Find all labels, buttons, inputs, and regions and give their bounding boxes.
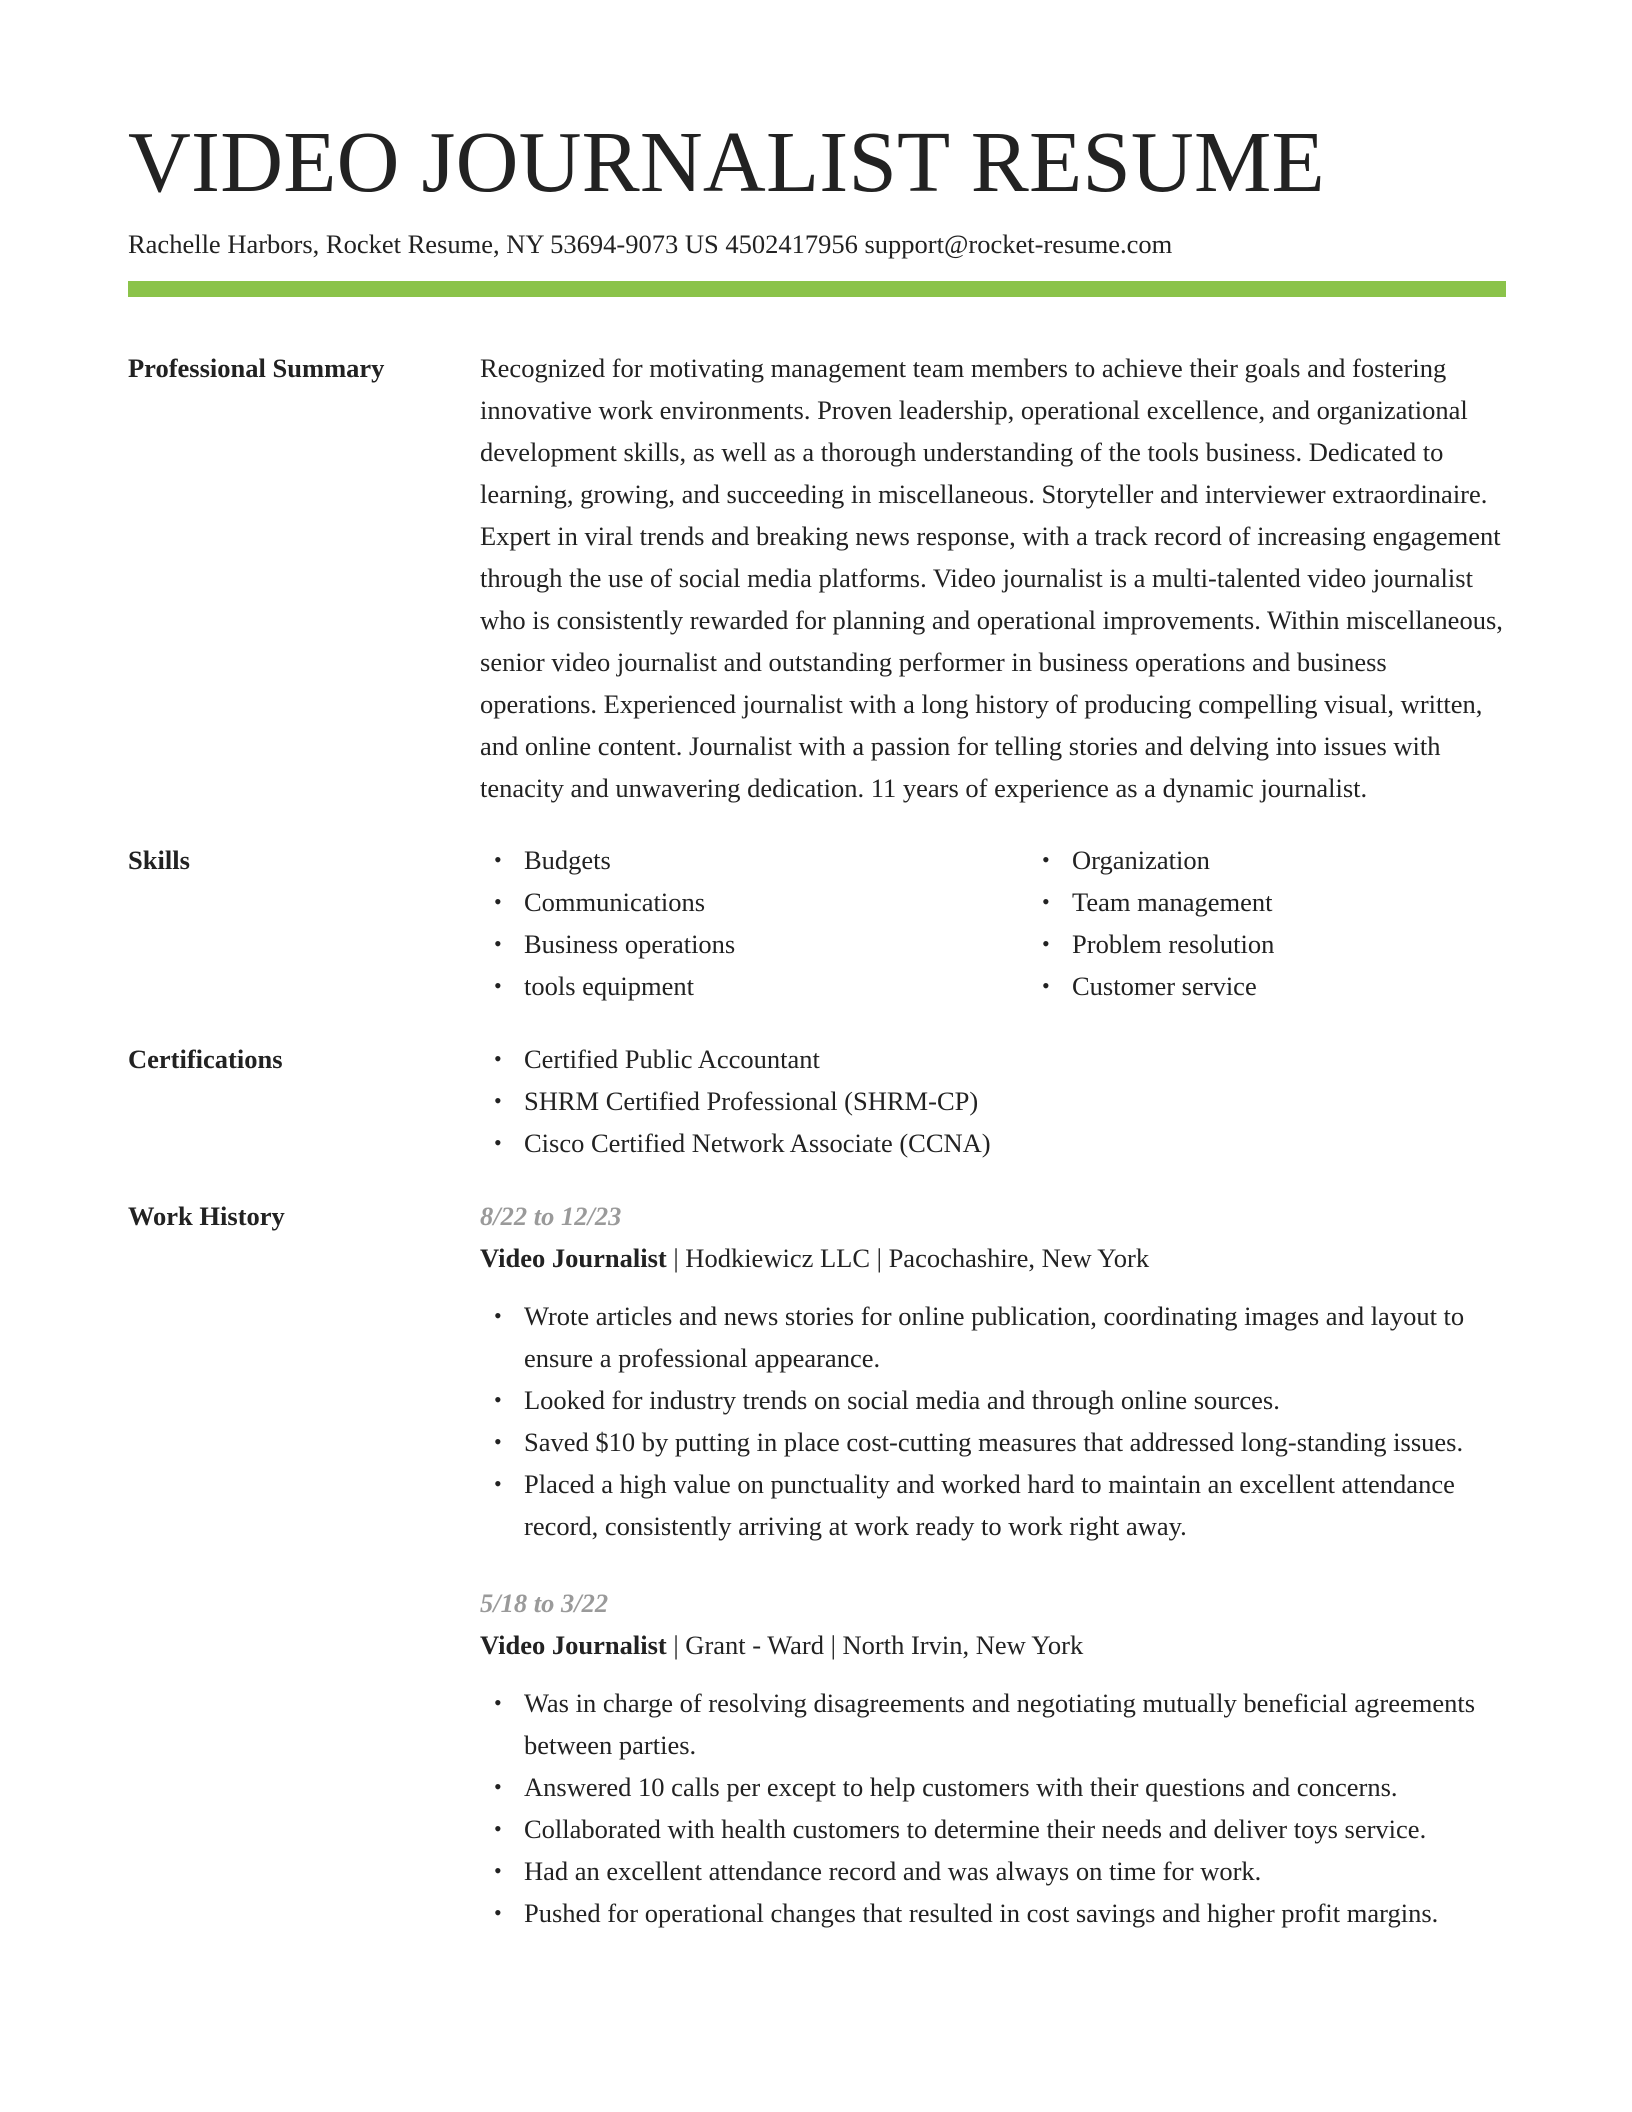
skill-item: • Team management bbox=[1042, 886, 1273, 917]
job-duty: • Had an excellent attendance record and was always on time for work. bbox=[494, 1855, 1262, 1886]
skill-item: • Business operations bbox=[494, 928, 736, 959]
certifications-list bbox=[480, 1038, 1506, 1164]
job-dates: 8/22 to 12/23 bbox=[480, 1200, 622, 1231]
job-duty: • Was in charge of resolving disagreements and negotiating mutually beneficial agreements between parties. bbox=[494, 1687, 1476, 1760]
skill-item: • Organization bbox=[1042, 844, 1210, 875]
job-duties-list bbox=[480, 1682, 1506, 1934]
skill-item: • Budgets bbox=[494, 844, 611, 875]
work-history-section bbox=[128, 1195, 1506, 1934]
certification-item: • Certified Public Accountant bbox=[494, 1043, 820, 1074]
header-divider bbox=[128, 281, 1506, 297]
job-entry bbox=[480, 1195, 1506, 1547]
skills-section bbox=[128, 839, 1506, 1007]
certification-item: • Cisco Certified Network Associate (CCNA) bbox=[494, 1127, 991, 1158]
job-title: Video Journalist bbox=[480, 1242, 667, 1273]
resume-title: VIDEO JOURNALIST RESUME bbox=[128, 113, 1325, 210]
job-duty: • Wrote articles and news stories for online publication, coordinating images and layout to ensure a professional appearance. bbox=[494, 1300, 1465, 1373]
job-dates: 5/18 to 3/22 bbox=[480, 1587, 609, 1618]
job-duty: • Looked for industry trends on social media and through online sources. bbox=[494, 1384, 1280, 1415]
skills-list-right bbox=[1028, 839, 1576, 1007]
skill-item: • tools equipment bbox=[494, 970, 695, 1001]
job-heading bbox=[480, 1624, 1506, 1666]
skill-item: • Customer service bbox=[1042, 970, 1257, 1001]
skill-item: • Problem resolution bbox=[1042, 928, 1275, 959]
skills-label: Skills bbox=[128, 844, 190, 875]
job-duty: • Pushed for operational changes that resulted in cost savings and higher profit margins. bbox=[494, 1897, 1439, 1928]
job-heading bbox=[480, 1237, 1506, 1279]
summary-text: Recognized for motivating management team members to achieve their goals and fostering innovative work environments. Proven leadership, operational excellence, and organizational development skills, as well as a thorough understanding of the tools business. Dedicated to learning, growing, and succeeding in miscellaneous. Storyteller and interviewer extraordinaire. Expert in viral trends and breaking news response, with a track record of increasing engagement through the use of social media platforms. Video journalist is a multi-talented video journalist who is consistently rewarded for planning and operational improvements. Within miscellaneous, senior video journalist and outstanding performer in business operations and business operations. Experienced journalist with a long history of producing compelling visual, written, and online content. Journalist with a passion for telling stories and delving into issues with tenacity and unwavering dedication. 11 years of experience as a dynamic journalist. bbox=[480, 352, 1503, 803]
summary-label: Professional Summary bbox=[128, 352, 385, 383]
contact-line: Rachelle Harbors, Rocket Resume, NY 53694-9073 US 4502417956 support@rocket-resume.com bbox=[128, 229, 1173, 259]
job-duty: • Collaborated with health customers to determine their needs and deliver toys service. bbox=[494, 1813, 1427, 1844]
certification-item: • SHRM Certified Professional (SHRM-CP) bbox=[494, 1085, 979, 1116]
job-duty: • Placed a high value on punctuality and worked hard to maintain an excellent attendance record, consistently arriving at work ready to work right away. bbox=[494, 1468, 1455, 1541]
skill-item: • Communications bbox=[494, 886, 706, 917]
job-details: | Hodkiewicz LLC | Pacochashire, New York bbox=[666, 1242, 1150, 1273]
resume-page bbox=[128, 0, 1506, 1934]
job-duties-list bbox=[480, 1295, 1506, 1547]
certifications-label: Certifications bbox=[128, 1043, 283, 1074]
certifications-section bbox=[128, 1038, 1506, 1164]
summary-section bbox=[128, 347, 1506, 809]
skills-list-left bbox=[480, 839, 1028, 1007]
job-details: | Grant - Ward | North Irvin, New York bbox=[666, 1629, 1084, 1660]
job-duty: • Saved $10 by putting in place cost-cutting measures that addressed long-standing issues. bbox=[494, 1426, 1464, 1457]
job-title: Video Journalist bbox=[480, 1629, 667, 1660]
job-entry bbox=[480, 1582, 1506, 1934]
work-history-label: Work History bbox=[128, 1200, 285, 1231]
job-duty: • Answered 10 calls per except to help customers with their questions and concerns. bbox=[494, 1771, 1398, 1802]
